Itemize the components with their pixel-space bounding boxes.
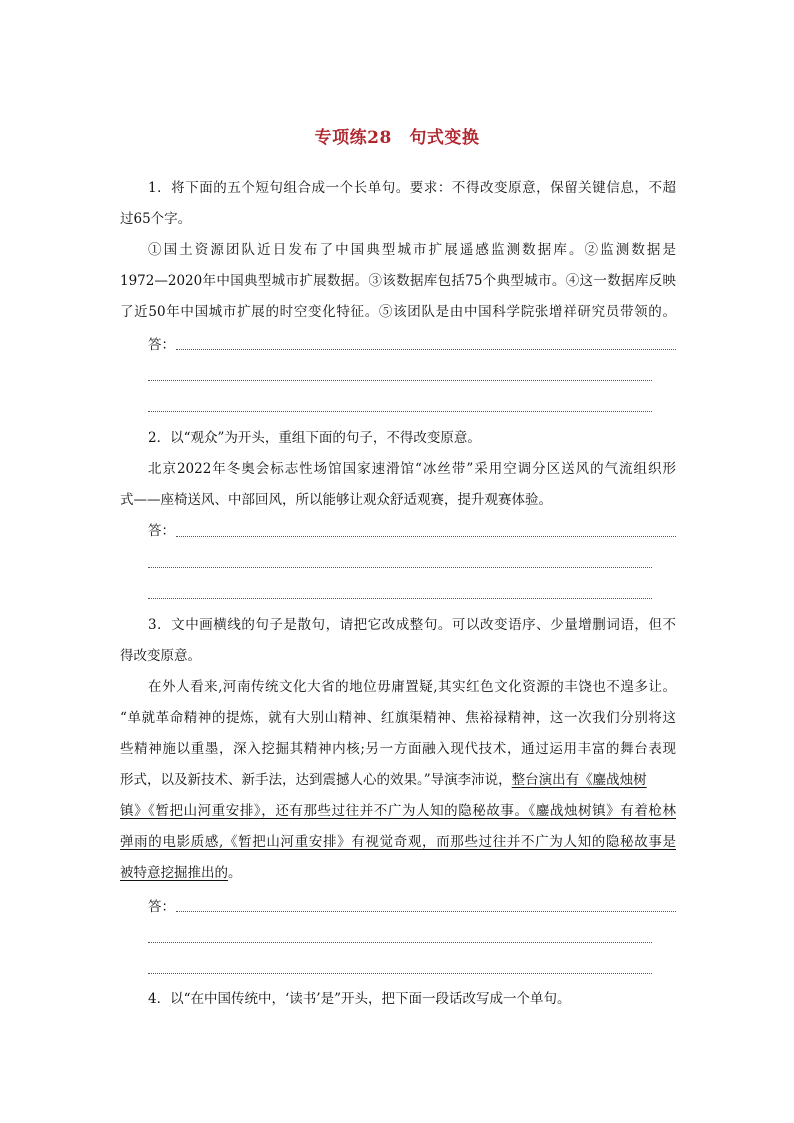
q4-prompt-line1: 4．以“在中国传统中，‘读书’是”开头，把下面一段话改写成一个单句。 xyxy=(148,991,571,1007)
q2-prompt-line1: 2．以“观众”为开头，重组下面的句子，不得改变原意。 xyxy=(148,430,481,446)
q3-answer-label: 答： xyxy=(148,899,175,915)
q2-material-line2: 式——座椅送风、中部回风，所以能够让观众舒适观赛，提升观赛体验。 xyxy=(120,492,552,508)
q3-answer-line-2[interactable] xyxy=(148,942,652,943)
q3-answer-line-3[interactable] xyxy=(148,973,652,974)
q3-passage-line2: “单就革命精神的提炼，就有大别山精神、红旗渠精神、焦裕禄精神，这一次我们分别将这 xyxy=(120,710,676,726)
q3-underlined-sentence-part1: 整台演出有《鏖战烛树 xyxy=(511,772,647,788)
q3-answer-line-1[interactable] xyxy=(176,911,676,912)
q3-prompt-line1: 3．文中画横线的句子是散句，请把它改成整句。可以改变语序、少量增删词语，但不 xyxy=(148,617,676,633)
q3-underlined-sentence-part2: 镇》《暂把山河重安排》，还有那些过往并不广为人知的隐秘故事。《鏖战烛树镇》有着枪林 xyxy=(120,803,676,819)
q2-answer-line-2[interactable] xyxy=(148,567,652,568)
q1-answer-label: 答： xyxy=(148,337,175,353)
q1-prompt-line2: 过65个字。 xyxy=(120,211,192,227)
q3-prompt-line2: 得改变原意。 xyxy=(120,648,201,664)
q2-material-line1: 北京2022年冬奥会标志性场馆国家速滑馆“冰丝带”采用空调分区送风的气流组织形 xyxy=(148,461,676,477)
q1-answer-line-1[interactable] xyxy=(176,349,676,350)
q3-underlined-sentence-part3: 弹雨的电影质感,《暂把山河重安排》有视觉奇观，而那些过往并不广为人知的隐秘故事是 xyxy=(120,834,676,850)
q2-answer-label: 答： xyxy=(148,523,175,539)
q2-answer-line-1[interactable] xyxy=(176,536,676,537)
q1-material-line3: 了近50年中国城市扩展的时空变化特征。⑤该团队是由中国科学院张增祥研究员带领的。 xyxy=(120,304,676,320)
q1-answer-line-3[interactable] xyxy=(148,411,652,412)
q3-passage-line4 xyxy=(120,770,676,790)
q3-underlined-sentence-part4: 被特意挖掘推出的 xyxy=(120,865,228,881)
q1-answer-line-2[interactable] xyxy=(148,380,652,381)
q3-passage-end-punct: 。 xyxy=(228,865,242,881)
q1-material-line1: ①国土资源团队近日发布了中国典型城市扩展遥感监测数据库。②监测数据是 xyxy=(148,242,676,258)
page-title: 专项练28 句式变换 xyxy=(314,128,480,148)
q3-passage-line8 xyxy=(120,863,676,883)
q3-passage-line4-text: 形式，以及新技术、新手法，达到震撼人心的效果。”导演李沛说， xyxy=(120,772,512,788)
q3-passage-line1: 在外人看来,河南传统文化大省的地位毋庸置疑,其实红色文化资源的丰饶也不遑多让。 xyxy=(148,679,676,695)
q1-material-line2: 1972—2020年中国典型城市扩展数据。③该数据库包括75个典型城市。④这一数据库反映 xyxy=(120,273,676,289)
q1-prompt-line1: 1．将下面的五个短句组合成一个长单句。要求：不得改变原意，保留关键信息，不超 xyxy=(148,180,676,196)
q2-answer-line-3[interactable] xyxy=(148,598,652,599)
q3-passage-line3: 些精神施以重墨，深入挖掘其精神内核;另一方面融入现代技术，通过运用丰富的舞台表现 xyxy=(120,741,676,757)
